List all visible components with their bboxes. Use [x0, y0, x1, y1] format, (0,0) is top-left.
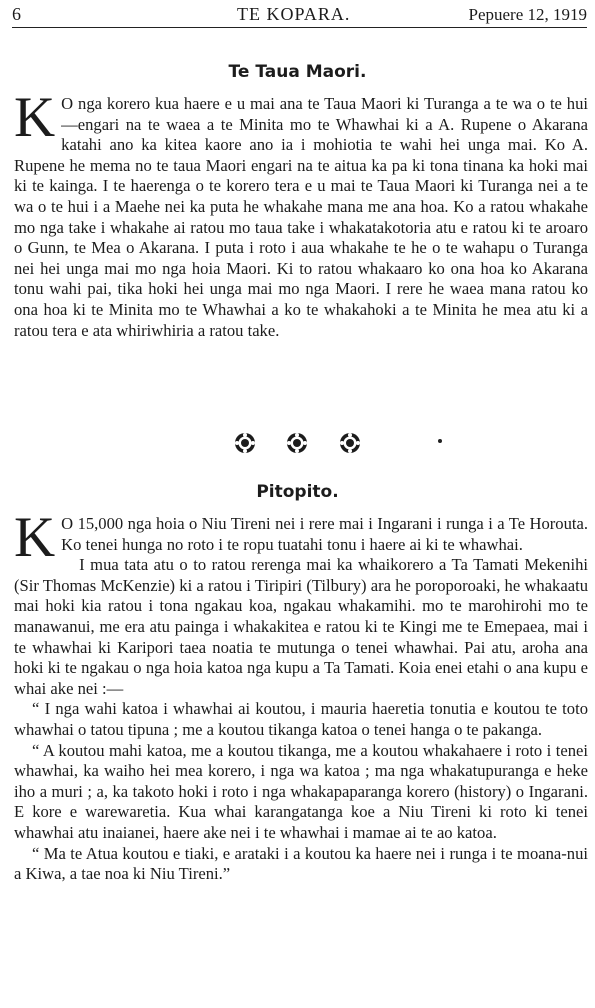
article-taua-maori — [14, 86, 588, 341]
page-number: 6 — [12, 4, 21, 24]
article-pitopito — [14, 506, 588, 885]
publication-title: TE KOPARA. — [237, 4, 351, 24]
flower-ornament-icon — [338, 431, 362, 455]
header-rule — [12, 27, 587, 28]
article-paragraph: I mua tata atu o to ratou rerenga mai ka whaikorero a Ta Tamati Mekenihi (Sir Thomas McKenzie) ki a ratou i Tiripiri (Tilbury) ara he poroporoaki, he whakaatu mai hoki kia ratou i tona ngakau koa, ngakau whakamihi. mo te marohirohi mo te manawanui, me era atu painga i whakakitea e ratou ki te Kingi me te Emepaea, mai i te whawhai ki Karipori taea noatia te mutunga o tenei whawhai. Pai atu, aroha ana hoki ki te ngakau o nga hoia katoa nga kupu a Ta Tamati. Koia enei etahi o ana kupu e whai ake nei :— — [14, 555, 588, 698]
article-heading-pitopito: Pitopito. — [256, 482, 339, 502]
article-paragraph — [14, 86, 588, 341]
article-text: O nga korero kua haere e u mai ana te Taua Maori ki Turanga a te wa o te hui—engari na te waea a te Minita mo te Whawhai ki a A. Rupene o Akarana katahi ano ka kitea kaore ano ia i mohiotia te wahi hei unga mai. Ko A. Rupene he mema no te taua Maori engari na te aitua ka pa ki tona tinana ka hoki mai ki te kainga. I te haerenga o te korero tera e u mai te Taua Maori ki Turanga nei a te wa o te hui i a Maehe nei ka puta he whakahe mana me ana hoa. Ko a ratou whakahe mo nga take i whakahe ai ratou mo taua take i whakatakotoria atu e ratou ki te aroaro o Gunn, te Mea o Akarana. I puta i roto i aua whakahe te he o te wahapu o Turanga nei hei unga mai mo nga hoia Maori. Ki to ratou whakaaro ko ona hoa ko Akarana tonu wahi pai, tika hoki hei unga mai mo nga Maori. I rere he waea mana ratou ko ona hoa ki te Minita mo te Whawhai a ko te whakahoki a te Minita he mea atu ki a ratou tera e ata whiriwhiria a ratou take. — [14, 94, 588, 340]
article-text: O 15,000 nga hoia o Niu Tireni nei i rere mai i Ingarani i runga i a Te Horouta. Ko tenei hunga no roto i te ropu tuatahi tonu i haere ai ki te whawhai. — [61, 514, 588, 554]
flower-ornament-icon — [233, 431, 257, 455]
quote-paragraph: “ I nga wahi katoa i whawhai ai koutou, i mauria haeretia tonutia e koutou te toto whawhai o tatou tipuna ; me a koutou tikanga katoa o tenei hanga o te pakanga. — [14, 699, 588, 739]
issue-date: Pepuere 12, 1919 — [468, 5, 587, 24]
drop-cap: K — [14, 86, 56, 149]
drop-cap: K — [14, 506, 56, 569]
quote-paragraph: “ A koutou mahi katoa, me a koutou tikanga, me a koutou whakahaere i roto i tenei whawhai, ka waiho hei mea korero, i nga wa katoa ; ma nga whakatupuranga e heke iho a muri ; a, ka takoto hoki i roto i nga whakapaparanga korero (history) o Ingarani. E kore e warewaretia. Kua whai karangatanga koe a Niu Tireni ki roto ki tenei whawhai atu inaianei, haere ake nei i te whawhai i mamae ai te ao katoa. — [14, 740, 588, 842]
quote-paragraph: “ Ma te Atua koutou e tiaki, e arataki i a koutou ka haere nei i runga i te moana-nui a Kiwa, a tae noa ki Niu Tireni.” — [14, 843, 588, 884]
page-header — [12, 2, 587, 26]
article-paragraph — [14, 506, 588, 569]
section-divider — [0, 431, 595, 457]
print-speck — [438, 439, 442, 443]
article-heading-taua-maori: Te Taua Maori. — [228, 62, 367, 82]
flower-ornament-icon — [285, 431, 309, 455]
